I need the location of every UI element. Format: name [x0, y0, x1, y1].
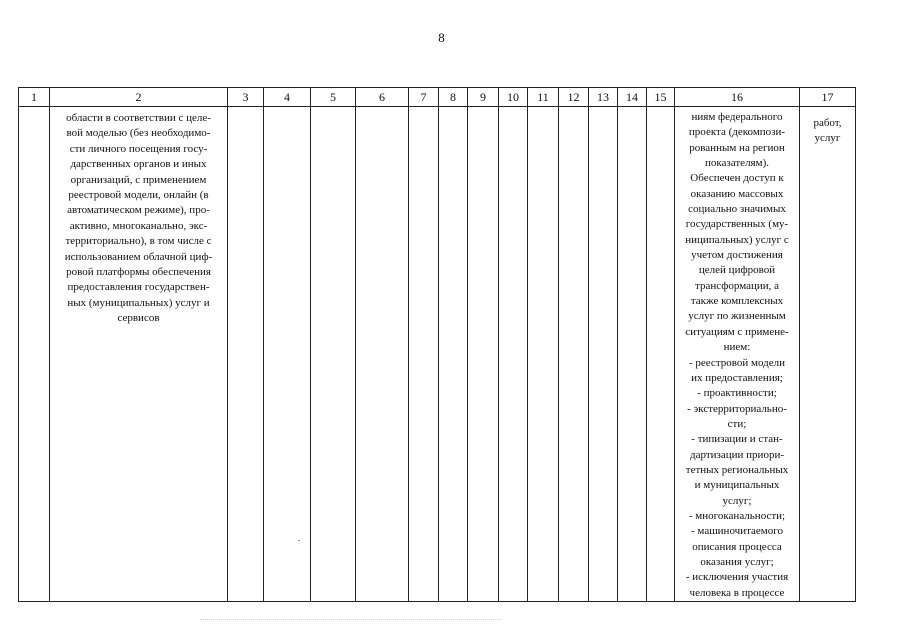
- header-col-10: 10: [499, 88, 528, 107]
- header-col-5: 5: [311, 88, 356, 107]
- header-col-16: 16: [675, 88, 800, 107]
- header-col-7: 7: [409, 88, 439, 107]
- header-col-2: 2: [50, 88, 228, 107]
- header-col-4: 4: [264, 88, 311, 107]
- cell-col-14: [618, 107, 647, 602]
- cell-col-16: [675, 107, 800, 602]
- cell-col-4: [264, 107, 311, 602]
- cell-col-8: [439, 107, 468, 602]
- cell-col-6: [356, 107, 409, 602]
- header-col-6: 6: [356, 88, 409, 107]
- result-description-text: ниям федерального проекта (декомпози- рованным на регион показателям). Обеспечен доступ к оказанию массовых социально значимых государственных (му- ниципальных) услуг с учетом достижения целей цифровой трансформации, а также комплексных услуг по жизненным ситуациям с примене- нием: - реестровой модели их предоставления; - проактивности; - экстерриториально- сти; - типизации и стан- дартизации приори- тетных региональных и муниципальных услуг; - многоканальности; - машиночитаемого описания процесса оказания услуг; - исключения участия человека в процессе: [685, 111, 789, 599]
- cell-col-9: [468, 107, 499, 602]
- cell-col-15: [647, 107, 675, 602]
- characteristic-text: работ, услуг: [813, 117, 842, 145]
- header-col-9: 9: [468, 88, 499, 107]
- cell-col-12: [559, 107, 589, 602]
- table-header-row: [19, 88, 856, 107]
- header-col-17: 17: [800, 88, 856, 107]
- cell-col-17: [800, 107, 856, 602]
- table-row: [19, 107, 856, 602]
- header-col-15: 15: [647, 88, 675, 107]
- cell-col-11: [528, 107, 559, 602]
- header-col-12: 12: [559, 88, 589, 107]
- cell-col-1: [19, 107, 50, 602]
- header-col-11: 11: [528, 88, 559, 107]
- header-col-3: 3: [228, 88, 264, 107]
- header-col-13: 13: [589, 88, 618, 107]
- page-number: 8: [438, 30, 445, 45]
- header-col-1: 1: [19, 88, 50, 107]
- cell-col-13: [589, 107, 618, 602]
- scan-artifact-line: [200, 619, 500, 620]
- document-table: [18, 87, 856, 602]
- scan-artifact-dot: [298, 540, 300, 541]
- header-col-14: 14: [618, 88, 647, 107]
- cell-col-10: [499, 107, 528, 602]
- header-col-8: 8: [439, 88, 468, 107]
- cell-col-5: [311, 107, 356, 602]
- cell-col-3: [228, 107, 264, 602]
- cell-col-7: [409, 107, 439, 602]
- task-description-text: области в соответствии с целе- вой моделью (без необходимо- сти личного посещения госу- дарственных органов и иных организаций, с применением реестровой модели, онлайн (в автоматическом режиме), про- активно, многоканально, экс- территориально), в том числе с использованием облачной циф- ровой платформы обеспечения предоставления государствен- ных (муниципальных) услуг и сервисов: [64, 112, 213, 325]
- cell-col-2: [50, 107, 228, 602]
